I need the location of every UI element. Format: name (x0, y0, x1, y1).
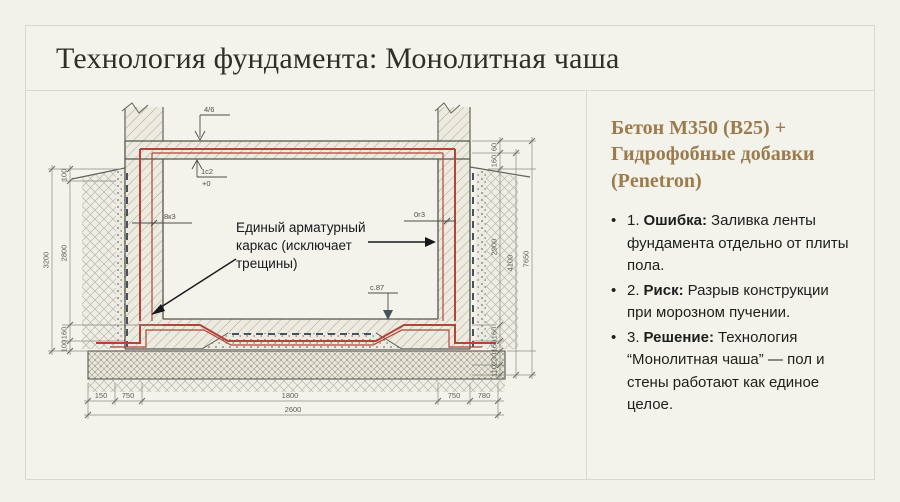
svg-text:160: 160 (489, 326, 499, 340)
svg-text:3200: 3200 (41, 251, 51, 269)
wall-stub-left (122, 103, 163, 141)
bullet-number: 3. (627, 328, 640, 346)
svg-text:4100: 4100 (505, 254, 515, 272)
info-panel (586, 91, 874, 479)
bullet-dot: • (611, 281, 617, 299)
callout-floor-label: с.87 (370, 283, 385, 292)
svg-text:100: 100 (59, 339, 69, 353)
foundation-section-drawing (32, 93, 580, 443)
bullet-number: 2. (627, 281, 640, 299)
list-item (611, 210, 852, 278)
wall-stub-right (435, 103, 470, 141)
rebar-annotation: Единый арматурный каркас (исключает трещины) (236, 220, 366, 271)
svg-text:160: 160 (489, 154, 499, 168)
callout-left-wall-label: 8к3 (164, 212, 176, 221)
svg-text:750: 750 (447, 391, 461, 400)
drainage-layer-right (476, 171, 486, 347)
bullet-text: Заливка ленты фундамента отдельно от плиты пола. (627, 212, 849, 275)
bullet-label: Ошибка: (643, 212, 708, 230)
title-block (26, 26, 874, 91)
svg-text:2900: 2900 (489, 238, 499, 256)
bullet-label: Решение: (643, 328, 714, 346)
callout-zero-label: +0 (202, 179, 211, 188)
footing-slab (88, 351, 505, 392)
callout-slab-top-label: 4/6 (204, 105, 215, 114)
svg-text:60: 60 (489, 142, 499, 152)
svg-text:780: 780 (477, 391, 491, 400)
page-title: Технология фундамента: Монолитная чаша (56, 42, 620, 75)
bullet-label: Риск: (643, 281, 684, 299)
bullet-number: 1. (627, 212, 640, 230)
svg-text:750: 750 (121, 391, 135, 400)
list-item (611, 280, 852, 325)
bullet-list (611, 210, 852, 417)
svg-text:100: 100 (59, 168, 69, 182)
svg-text:230: 230 (489, 352, 499, 366)
callout-level-label: 1с2 (201, 167, 214, 176)
bullet-text: Технология “Монолитная чаша” — пол и стены работают как единое целое. (627, 328, 825, 414)
slide-content (26, 91, 874, 479)
svg-text:2600: 2600 (284, 405, 302, 414)
svg-text:150: 150 (94, 391, 108, 400)
list-item (611, 327, 852, 417)
panel-heading: Бетон М350 (В25) + Гидрофобные добавки (Penetron) (611, 117, 815, 192)
bullet-dot: • (611, 328, 617, 346)
bullet-dot: • (611, 212, 617, 230)
callout-right-wall-label: 0г3 (414, 210, 426, 219)
svg-text:110: 110 (489, 365, 499, 377)
callout-floor-mark (368, 293, 398, 320)
bullet-text: Разрыв конструкции при морозном пучении. (627, 281, 829, 322)
slide-frame (25, 25, 875, 480)
svg-text:160: 160 (489, 339, 499, 353)
svg-text:2800: 2800 (59, 244, 69, 262)
svg-text:7650: 7650 (521, 250, 531, 268)
svg-text:1800: 1800 (281, 391, 299, 400)
svg-text:160: 160 (59, 326, 69, 340)
callout-slab-top (195, 115, 230, 140)
drawing-pane (26, 91, 586, 479)
